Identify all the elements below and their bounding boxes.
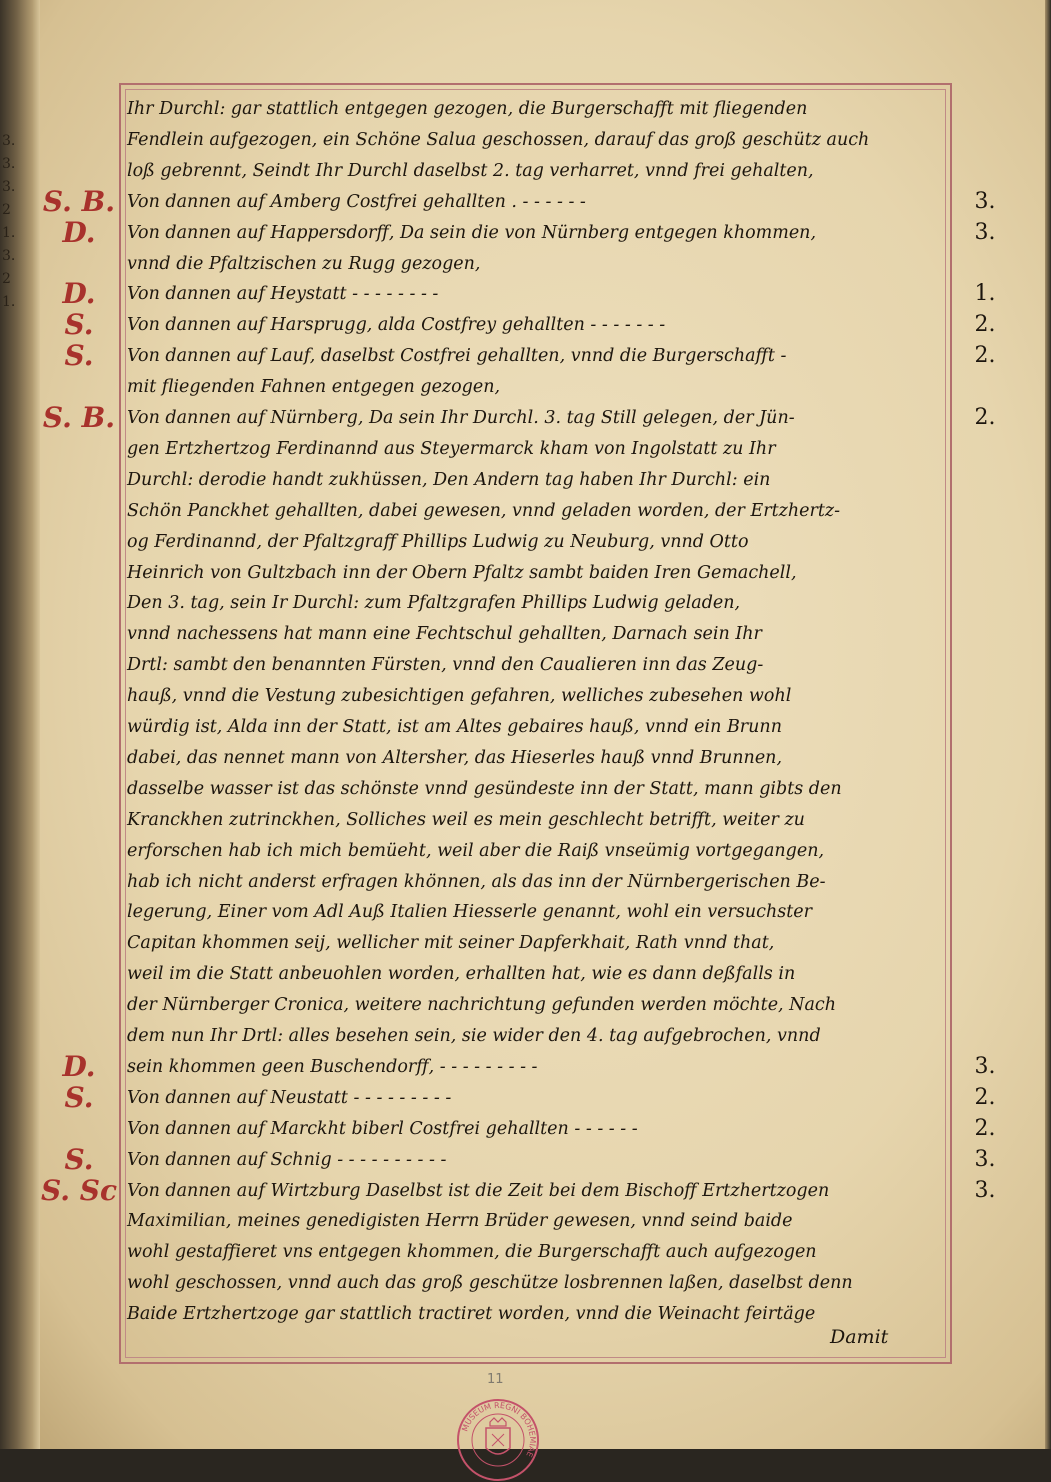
stamp-text: MUSEUM REGNI BOHEMIAE [460,1400,538,1459]
text-line: Von dannen auf Marckht biberl Costfrei gehallten - - - - - - [127,1118,638,1139]
left-margin-note: D. [62,277,96,311]
gutter-mark: 2 [2,202,11,218]
folio-number: 11 [487,1372,504,1387]
gutter-marks [2,130,28,314]
text-line: Von dannen auf Neustatt - - - - - - - - - [127,1087,452,1108]
text-line: Fendlein aufgezogen, ein Schöne Salua geschossen, darauf das groß geschütz auch [127,129,870,150]
text-line: Von dannen auf Schnig - - - - - - - - - - [127,1149,447,1170]
right-margin-number: 3. [974,188,996,214]
left-margin-note: S. B. [42,401,116,434]
text-line: wohl gestaffieret vns entgegen khommen, die Burgerschafft auch aufgezogen [127,1242,817,1263]
right-margin-number: 2. [974,343,996,369]
text-line: mit fliegenden Fahnen entgegen gezogen, [127,377,501,398]
gutter-mark: 3. [2,156,16,172]
page-edge [1045,0,1051,1449]
text-line: Von dannen auf Happersdorff, Da sein die von Nürnberg entgegen khommen, [127,222,817,243]
text-line: Durchl: derodie handt zukhüssen, Den Andern tag haben Ihr Durchl: ein [127,469,771,490]
text-line: Heinrich von Gultzbach inn der Obern Pfaltz sambt baiden Iren Gemachell, [127,562,797,583]
text-line: dabei, das nennet mann von Altersher, das Hieserles hauß vnnd Brunnen, [127,747,783,768]
text-line: Capitan khommen seij, wellicher mit seiner Dapferkhait, Rath vnnd that, [127,933,775,954]
right-margin-number: 3. [974,1053,996,1079]
text-line: gen Ertzhertzog Ferdinannd aus Steyermarck kham von Ingolstatt zu Ihr [127,438,776,459]
text-line: sein khommen geen Buschendorff, - - - - - - - - - [127,1056,538,1077]
gutter-mark: 3. [2,179,16,195]
text-line: hab ich nicht anderst erfragen khönnen, als das inn der Nürnbergerischen Be- [127,871,826,892]
text-line: erforschen hab ich mich bemüeht, weil aber die Raiß vnseümig vortgegangen, [127,840,825,861]
text-line: Von dannen auf Wirtzburg Daselbst ist die Zeit bei dem Bischoff Ertzhertzogen [127,1180,830,1201]
text-line: Den 3. tag, sein Ir Durchl: zum Pfaltzgrafen Phillips Ludwig geladen, [127,593,741,614]
museum-stamp [456,1398,540,1482]
right-margin-number: 3. [974,219,996,245]
text-line: hauß, vnnd die Vestung zubesichtigen gefahren, welliches zubesehen wohl [127,686,792,707]
text-line: Schön Panckhet gehallten, dabei gewesen, vnnd geladen worden, der Ertzhertz- [127,500,841,521]
left-margin-note: S. [64,1080,94,1114]
gutter-mark: 2 [2,271,11,287]
gutter-mark: 1. [2,294,16,310]
text-line: Von dannen auf Amberg Costfrei gehallten . - - - - - - [127,191,586,212]
text-line: Drtl: sambt den benannten Fürsten, vnnd den Caualieren inn das Zeug- [127,655,764,676]
catchword: Damit [830,1326,889,1348]
right-margin-number: 1. [974,281,996,307]
text-line: Von dannen auf Lauf, daselbst Costfrei gehallten, vnnd die Burgerschafft - [127,346,787,367]
text-line: würdig ist, Alda inn der Statt, ist am Altes gebaires hauß, vnnd ein Brunn [127,717,782,737]
text-line: loß gebrennt, Seindt Ihr Durchl daselbst 2. tag verharret, vnnd frei gehalten, [127,160,814,181]
left-margin-note: D. [62,215,96,249]
text-line: legerung, Einer vom Adl Auß Italien Hiesserle genannt, wohl ein versuchster [127,902,812,923]
gutter-mark: 3. [2,248,16,264]
left-margin-note: S. Sc [41,1173,117,1207]
lion-icon [492,1434,504,1446]
text-line: Kranckhen zutrinckhen, Solliches weil es mein geschlecht betrifft, weiter zu [127,809,805,830]
text-line: og Ferdinannd, der Pfaltzgraff Phillips Ludwig zu Neuburg, vnnd Otto [127,531,749,552]
crown-icon [490,1418,506,1426]
right-margin-number: 3. [974,1177,996,1203]
gutter-mark: 1. [2,225,16,241]
text-line: weil im die Statt anbeuohlen worden, erhallten hat, wie es dann deßfalls in [127,964,796,985]
text-line: vnnd nachessens hat mann eine Fechtschul gehallten, Darnach sein Ihr [127,624,762,645]
right-margin-number: 2. [974,1084,996,1110]
text-line: dasselbe wasser ist das schönste vnnd gesündeste inn der Statt, mann gibts den [127,778,842,799]
text-line: Von dannen auf Nürnberg, Da sein Ihr Durchl. 3. tag Still gelegen, der Jün- [127,408,795,428]
text-line: Ihr Durchl: gar stattlich entgegen gezogen, die Burgerschafft mit fliegenden [127,99,808,119]
right-margin-number: 2. [974,312,996,338]
left-margin-note: D. [62,1049,96,1083]
text-line: der Nürnberger Cronica, weitere nachrichtung gefunden werden möchte, Nach [127,995,836,1016]
right-margin-number: 3. [974,1146,996,1172]
text-line: Von dannen auf Harsprugg, alda Costfrey gehallten - - - - - - - [127,315,666,336]
left-margin-note: S. [64,308,94,342]
right-margin-number: 2. [974,405,996,430]
text-line: Maximilian, meines genedigisten Herrn Brüder gewesen, vnnd seind baide [127,1211,793,1232]
text-line: wohl geschossen, vnnd auch das groß geschütze losbrennen laßen, daselbst denn [127,1273,853,1294]
right-margin-number: 2. [974,1115,996,1141]
shield-icon [486,1428,510,1454]
text-line: Baide Ertzhertzoge gar stattlich tractiret worden, vnnd die Weinacht feirtäge [127,1304,816,1325]
gutter-mark: 3. [2,133,16,149]
text-line: Von dannen auf Heystatt - - - - - - - - [127,284,439,305]
text-line: dem nun Ihr Drtl: alles besehen sein, sie wider den 4. tag aufgebrochen, vnnd [127,1026,821,1046]
left-margin-note: S. [64,1142,94,1176]
text-line: vnnd die Pfaltzischen zu Rugg gezogen, [127,253,481,274]
left-margin-note: S. B. [42,184,116,218]
left-margin-note: S. [64,339,94,373]
